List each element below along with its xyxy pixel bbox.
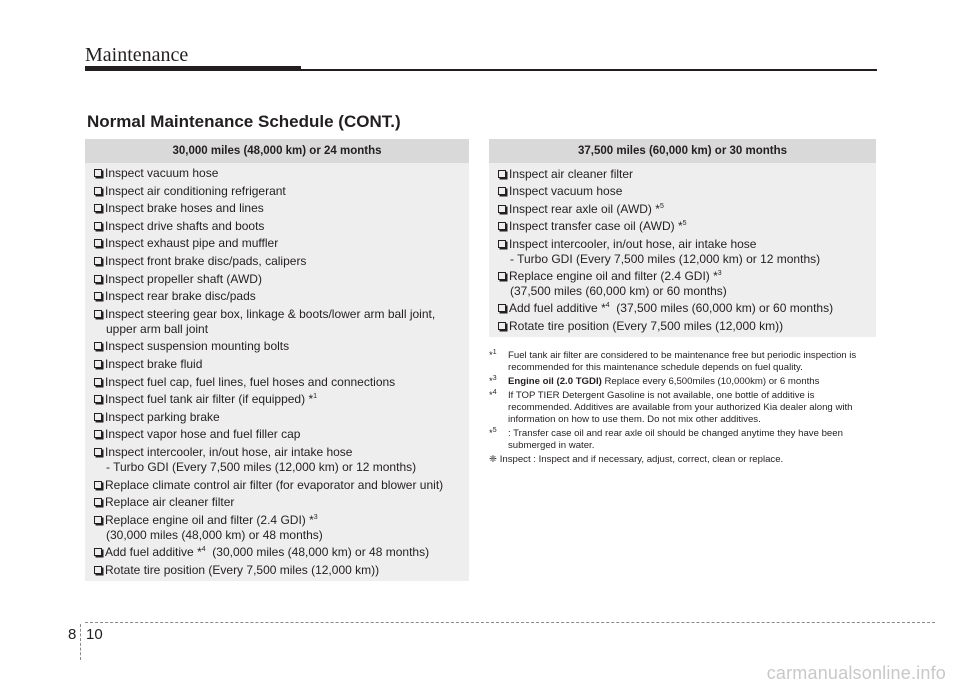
- checkbox-icon: [94, 204, 102, 212]
- footnote-bold: Engine oil (2.0 TGDI): [508, 376, 602, 387]
- checklist-item: [498, 237, 868, 267]
- checklist-item: [498, 301, 868, 316]
- legend-note: [489, 454, 876, 466]
- checkbox-icon: [94, 481, 102, 489]
- footnote-text: : Transfer case oil and rear axle oil should be changed anytime they have been submerged in water.: [508, 428, 843, 451]
- checklist-item: [94, 478, 461, 493]
- item-text: Inspect vacuum hose: [105, 166, 219, 180]
- checklist-item: [498, 167, 868, 182]
- item-text: Inspect fuel cap, fuel lines, fuel hoses and connections: [105, 374, 396, 389]
- checkbox-icon: [94, 360, 102, 368]
- item-text: Inspect suspension mounting bolts: [105, 339, 290, 354]
- checklist-item: [94, 495, 461, 510]
- checkbox-icon: [498, 272, 506, 280]
- checklist-item: [94, 272, 461, 287]
- item-text: Inspect rear axle oil (AWD) *$^5$: [509, 201, 664, 216]
- checkbox-icon: [94, 222, 102, 230]
- checkbox-icon: [94, 516, 102, 524]
- item-text: Replace climate control air filter (for evaporator and blower unit): [105, 477, 444, 492]
- checkbox-icon: [94, 498, 102, 506]
- checklist-item: [94, 236, 461, 251]
- schedule-list: [489, 163, 876, 334]
- checkbox-icon: [94, 257, 102, 265]
- item-text: Replace engine oil and filter (2.4 GDI) *$^3$: [105, 512, 318, 527]
- item-text: Inspect vacuum hose: [509, 184, 623, 199]
- checkbox-icon: [94, 378, 102, 386]
- checklist-item: [498, 269, 868, 299]
- footnote-marker: *$^4$: [489, 388, 497, 401]
- checkbox-icon: [94, 292, 102, 300]
- checklist-item: [94, 339, 461, 354]
- footnote: [489, 376, 876, 388]
- item-text: Inspect exhaust pipe and muffler: [105, 236, 279, 251]
- checklist-item: [94, 166, 461, 181]
- checklist-item: [94, 357, 461, 372]
- footnote-ref: 5: [659, 202, 664, 210]
- schedule-box-30000: [85, 139, 469, 581]
- checklist-item: [94, 219, 461, 234]
- checklist-item: [498, 219, 868, 234]
- item-text: Inspect drive shafts and boots: [105, 218, 265, 233]
- footnote-marker: *$^3$: [489, 374, 497, 387]
- legend-text: Inspect : Inspect and if necessary, adjust, correct, clean or replace.: [497, 454, 784, 465]
- item-subtext: upper arm ball joint: [106, 321, 209, 336]
- checklist-item: [94, 427, 461, 442]
- item-text: Inspect intercooler, in/out hose, air intake hose: [105, 444, 353, 459]
- checkbox-icon: [94, 169, 102, 177]
- checklist-item: [94, 545, 461, 560]
- checkbox-icon: [498, 322, 506, 330]
- footnote-ref: 3: [717, 269, 722, 277]
- item-subtext: (37,500 miles (60,000 km) or 60 months): [510, 283, 727, 298]
- checkbox-icon: [94, 448, 102, 456]
- schedule-heading: 37,500 miles (60,000 km) or 30 months: [489, 139, 876, 163]
- checklist-item: [498, 202, 868, 217]
- footnote-ref: 1: [313, 393, 318, 401]
- item-text: Rotate tire position (Every 7,500 miles (12,000 km)): [509, 318, 784, 333]
- footnote-ref: 5: [682, 220, 687, 228]
- item-subtext: - Turbo GDI (Every 7,500 miles (12,000 km) or 12 months): [106, 459, 417, 474]
- checkbox-icon: [94, 413, 102, 421]
- checklist-item: [94, 445, 461, 475]
- checklist-item: [94, 513, 461, 543]
- item-text: Inspect rear brake disc/pads: [105, 289, 256, 304]
- checkbox-icon: [94, 187, 102, 195]
- schedule-heading: 30,000 miles (48,000 km) or 24 months: [85, 139, 469, 163]
- footnote-marker: *$^5$: [489, 426, 497, 439]
- item-text: Inspect propeller shaft (AWD): [105, 271, 262, 286]
- item-subtext: (30,000 miles (48,000 km) or 48 months): [106, 527, 323, 542]
- checkbox-icon: [94, 239, 102, 247]
- checklist-item: [94, 375, 461, 390]
- footnotes: [489, 350, 876, 468]
- checkbox-icon: [94, 430, 102, 438]
- checkbox-icon: [94, 275, 102, 283]
- checklist-item: [94, 410, 461, 425]
- item-text: Inspect air conditioning refrigerant: [105, 183, 286, 198]
- checklist-item: [94, 201, 461, 216]
- footnote: [489, 428, 876, 452]
- checklist-item: [94, 184, 461, 199]
- item-text: Inspect transfer case oil (AWD) *$^5$: [509, 219, 687, 234]
- item-text: Add fuel additive *$^4$ (37,500 miles (60,000 km) or 60 months): [509, 301, 834, 316]
- checklist-item: [498, 319, 868, 334]
- page-number: 10: [86, 626, 103, 643]
- checklist-item: [94, 563, 461, 578]
- item-text: Inspect steering gear box, linkage & boots/lower arm ball joint,: [105, 306, 436, 321]
- checklist-item: [94, 392, 461, 407]
- checklist-item: [94, 307, 461, 337]
- watermark: carmanualsonline.info: [766, 663, 946, 683]
- footer-rule: [85, 622, 935, 623]
- checklist-item: [94, 254, 461, 269]
- item-subtext: - Turbo GDI (Every 7,500 miles (12,000 km) or 12 months): [510, 251, 821, 266]
- checkbox-icon: [498, 170, 506, 178]
- footnote-text: Replace every 6,500miles (10,000km) or 6 months: [601, 376, 820, 387]
- footnote-ref: 4: [605, 302, 610, 310]
- item-text: Inspect parking brake: [105, 409, 220, 424]
- footnote-ref: 4: [201, 546, 206, 554]
- item-text: Inspect brake hoses and lines: [105, 201, 264, 216]
- item-text: Inspect vapor hose and fuel filler cap: [105, 427, 301, 442]
- footnote-marker: *$^1$: [489, 348, 497, 361]
- schedule-list: [85, 163, 469, 578]
- item-text: Inspect air cleaner filter: [509, 167, 634, 181]
- header-title: Maintenance: [85, 44, 189, 66]
- footer-separator: [80, 624, 81, 660]
- header-rule: [301, 69, 877, 71]
- item-text: Inspect fuel tank air filter (if equipped) *$^1$: [105, 392, 318, 407]
- footnote-ref: 3: [313, 513, 318, 521]
- item-text: Inspect brake fluid: [105, 356, 203, 371]
- checkbox-icon: [94, 395, 102, 403]
- checkbox-icon: [498, 187, 506, 195]
- item-text: Rotate tire position (Every 7,500 miles (12,000 km)): [105, 562, 380, 577]
- item-text: Replace air cleaner filter: [105, 495, 235, 510]
- chapter-number: 8: [68, 626, 77, 643]
- section-title: Normal Maintenance Schedule (CONT.): [87, 112, 401, 131]
- checkbox-icon: [94, 342, 102, 350]
- checkbox-icon: [94, 566, 102, 574]
- footnote: [489, 350, 876, 374]
- header-bar: [85, 66, 301, 71]
- checkbox-icon: [498, 205, 506, 213]
- checklist-item: [94, 289, 461, 304]
- checkbox-icon: [94, 310, 102, 318]
- legend-symbol: ❈: [489, 454, 498, 465]
- item-text: Inspect front brake disc/pads, calipers: [105, 253, 307, 268]
- checkbox-icon: [498, 222, 506, 230]
- item-text: Add fuel additive *$^4$ (30,000 miles (48,000 km) or 48 months): [105, 545, 430, 560]
- checkbox-icon: [94, 548, 102, 556]
- checklist-item: [498, 184, 868, 199]
- item-text: Inspect intercooler, in/out hose, air intake hose: [509, 236, 757, 251]
- footnote-text: Fuel tank air filter are considered to be maintenance free but periodic inspection is recommended for this maintenance schedule depends on fuel quality.: [508, 350, 857, 373]
- checkbox-icon: [498, 240, 506, 248]
- item-text: Replace engine oil and filter (2.4 GDI) *$^3$: [509, 268, 722, 283]
- footnote: [489, 390, 876, 426]
- footnote-text: If TOP TIER Detergent Gasoline is not available, one bottle of additive is recommended. Additives are available from your authorized Kia dealer along with information on how to use them. Do not mix other additives.: [508, 390, 853, 425]
- schedule-box-37500: [489, 139, 876, 337]
- checkbox-icon: [498, 304, 506, 312]
